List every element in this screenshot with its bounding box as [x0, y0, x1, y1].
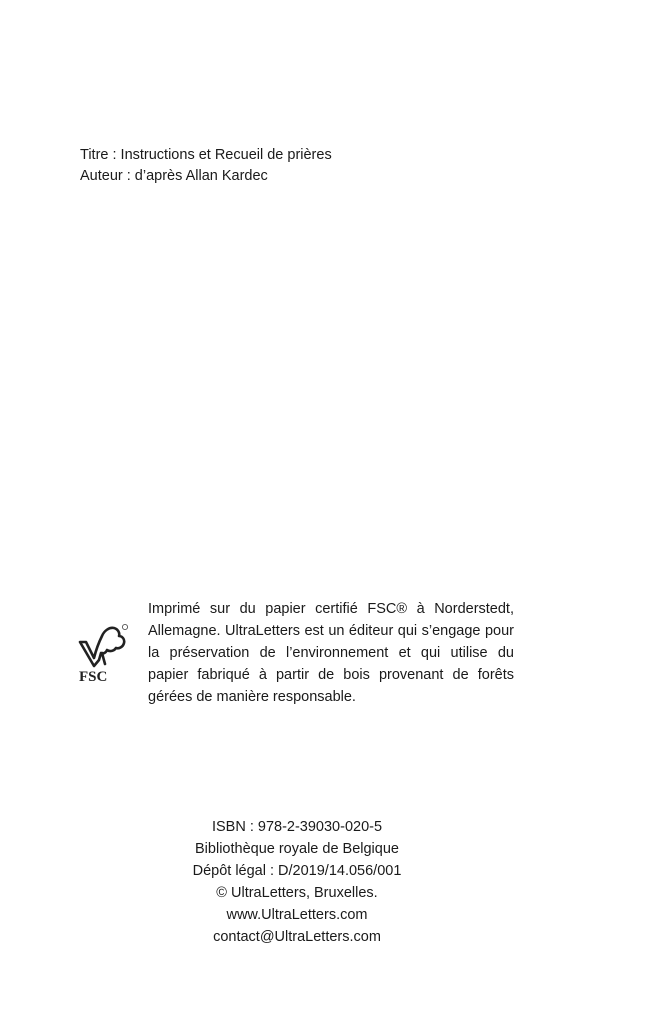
- isbn-line: ISBN : 978-2-39030-020-5: [211, 819, 383, 835]
- title-line: Titre : Instructions et Recueil de prières: [80, 147, 332, 163]
- fsc-logo-text: FSC: [79, 669, 108, 684]
- email-line: contact@UltraLetters.com: [213, 929, 381, 945]
- copyright-line: © UltraLetters, Bruxelles.: [216, 885, 378, 901]
- website-line: www.UltraLetters.com: [226, 907, 368, 923]
- author-line: Auteur : d’après Allan Kardec: [80, 168, 268, 184]
- library-line: Bibliothèque royale de Belgique: [195, 841, 399, 857]
- legal-deposit-line: Dépôt légal : D/2019/14.056/001: [192, 863, 402, 879]
- fsc-tree-icon: [76, 620, 132, 684]
- book-metadata: [80, 145, 332, 187]
- fsc-statement: Imprimé sur du papier certifié FSC® à Norderstedt, Allemagne. UltraLetters est un éditeur qui s’engage pour la préservation de l’environnement et qui utilise du papier fabriqué à partir de bois provenant de forêts gérées de manière responsable.: [148, 601, 514, 705]
- colophon: [0, 816, 594, 948]
